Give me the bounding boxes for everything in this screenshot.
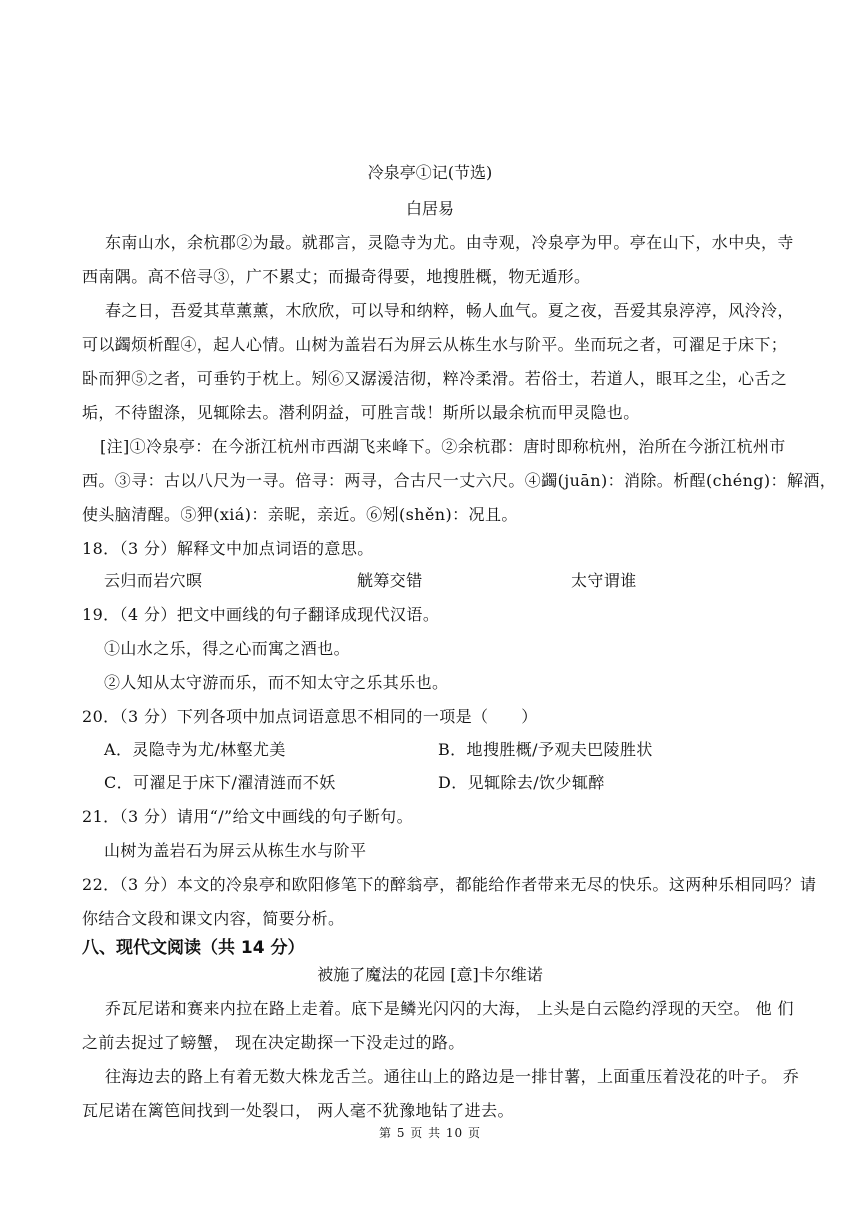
story-paragraph-2-line-1: 往海边去的路上有着无数大株龙舌兰。通往山上的路边是一排甘薯，上面重压着没花的叶子。 乔 bbox=[105, 1067, 800, 1086]
question-20-option-d: D．见辄除去/饮少辄醉 bbox=[438, 773, 605, 792]
section-heading: 八、现代文阅读（共 14 分） bbox=[82, 938, 305, 958]
note-line-1: [注]①冷泉亭：在今浙江杭州市西湖飞来峰下。②余杭郡：唐时即称杭州，治所在今浙江杭州市 bbox=[100, 437, 786, 456]
question-20-option-c: C．可濯足于床下/濯清涟而不妖 bbox=[104, 773, 336, 792]
question-21-sentence: 山树为盖岩石为屏云从栋生水与阶平 bbox=[104, 841, 367, 860]
paragraph-1-line-1: 东南山水，余杭郡②为最。就郡言，灵隐寺为尤。由寺观，冷泉亭为甲。亭在山下，水中央，寺 bbox=[105, 233, 794, 252]
question-22-line-2: 你结合文段和课文内容，简要分析。 bbox=[82, 909, 345, 928]
story-paragraph-2-line-2: 瓦尼诺在篱笆间找到一处裂口， 两人毫不犹豫地钻了进去。 bbox=[82, 1101, 514, 1120]
paragraph-2-line-1: 春之日，吾爱其草薰薰，木欣欣，可以导和纳粹，畅人血气。夏之夜，吾爱其泉渟渟，风泠泠， bbox=[105, 301, 794, 320]
story-title: 被施了魔法的花园 [意]卡尔维诺 bbox=[317, 965, 543, 984]
question-18-item-3: 太守谓谁 bbox=[571, 571, 637, 590]
question-20-option-b: B．地搜胜概/予观夫巴陵胜状 bbox=[438, 740, 653, 759]
paragraph-1-line-2: 西南隅。高不倍寻③，广不累丈；而撮奇得要，地搜胜概，物无遁形。 bbox=[82, 267, 591, 286]
question-20-option-a: A．灵隐寺为尤/林壑尤美 bbox=[104, 740, 286, 759]
passage-title: 冷泉亭①记(节选) bbox=[367, 163, 493, 182]
question-18-stem: 18．（3 分）解释文中加点词语的意思。 bbox=[82, 539, 374, 558]
note-line-2: 西。③寻：古以八尺为一寻。倍寻：两寻，合古尺一丈六尺。④蠲(juān)：消除。析酲(chéng)：解酒， bbox=[82, 471, 837, 490]
question-22-line-1: 22．（3 分）本文的冷泉亭和欧阳修笔下的醉翁亭，都能给作者带来无尽的快乐。这两种乐相同吗？请 bbox=[82, 875, 817, 894]
story-paragraph-1-line-2: 之前去捉过了螃蟹， 现在决定勘探一下没走过的路。 bbox=[82, 1033, 465, 1052]
question-21-stem: 21．（3 分）请用“/”给文中画线的句子断句。 bbox=[82, 807, 413, 826]
question-19-sentence-1: ①山水之乐，得之心而寓之酒也。 bbox=[104, 639, 351, 658]
page-footer: 第 5 页 共 10 页 bbox=[379, 1126, 481, 1140]
note-line-3: 使头脑清醒。⑤狎(xiá)：亲昵，亲近。⑥矧(shěn)：况且。 bbox=[82, 505, 518, 524]
question-18-item-1: 云归而岩穴暝 bbox=[104, 571, 203, 590]
paragraph-2-line-2: 可以蠲烦析酲④，起人心情。山树为盖岩石为屏云从栋生水与阶平。坐而玩之者，可濯足于床下； bbox=[82, 335, 788, 354]
question-19-sentence-2: ②人知从太守游而乐，而不知太守之乐其乐也。 bbox=[104, 673, 449, 692]
question-19-stem: 19．（4 分）把文中画线的句子翻译成现代汉语。 bbox=[82, 605, 440, 624]
paragraph-2-line-4: 垢，不待盥涤，见辄除去。潜利阴益，可胜言哉！斯所以最余杭而甲灵隐也。 bbox=[82, 403, 640, 422]
question-18-item-2: 觥筹交错 bbox=[357, 571, 423, 590]
paragraph-2-line-3: 卧而狎⑤之者，可垂钓于枕上。矧⑥又潺湲洁彻，粹冷柔滑。若俗士，若道人，眼耳之尘，心舌之 bbox=[82, 369, 788, 388]
question-20-stem: 20．（3 分）下列各项中加点词语意思不相同的一项是（ ） bbox=[82, 707, 538, 726]
passage-author: 白居易 bbox=[405, 199, 454, 218]
story-paragraph-1-line-1: 乔瓦尼诺和赛来内拉在路上走着。底下是鳞光闪闪的大海， 上头是白云隐约浮现的天空。 他 们 bbox=[105, 999, 794, 1018]
